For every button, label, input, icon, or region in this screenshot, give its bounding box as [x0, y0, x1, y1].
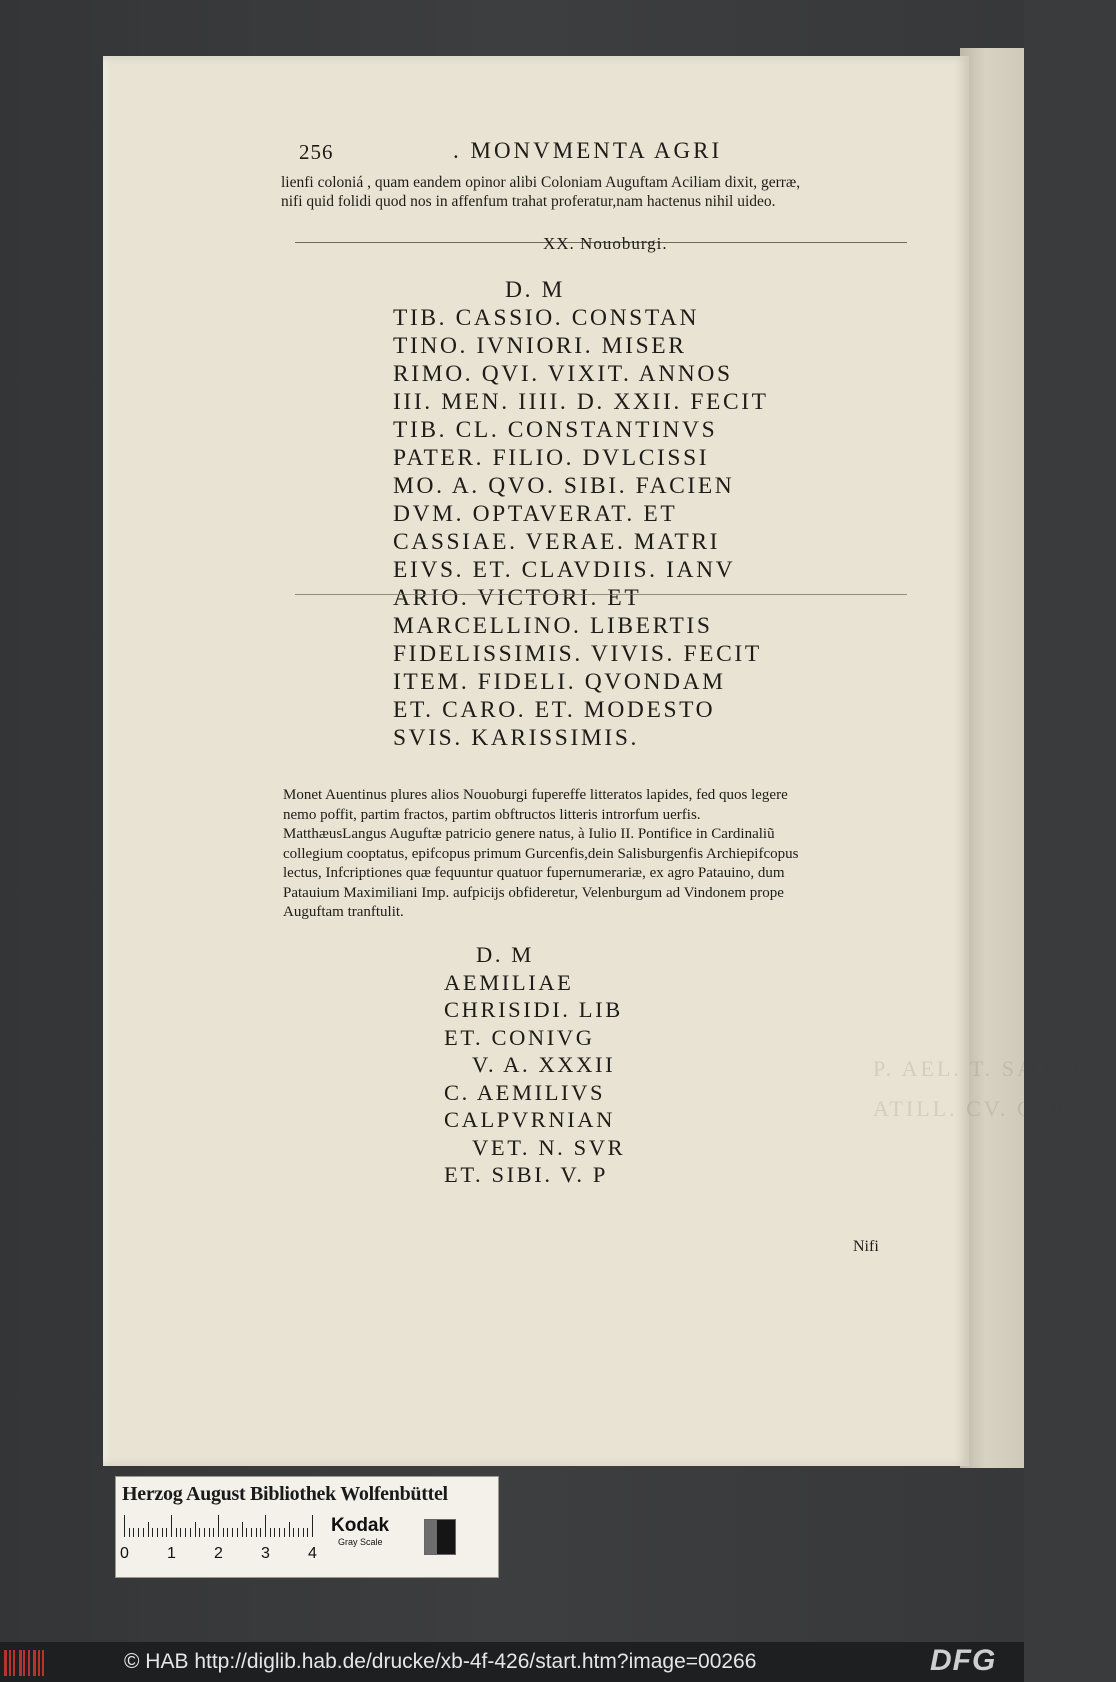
text-line: nifi quid folidi quod nos in affenfum trahat proferatur,nam hactenus nihil uideo. — [281, 193, 776, 210]
ruler-number: 4 — [308, 1545, 317, 1562]
ruler-tick — [260, 1528, 261, 1537]
inscription-line: MO. A. QVO. SIBI. FACIEN — [393, 473, 735, 499]
inscription-line: AEMILIAE — [444, 969, 574, 995]
show-through-rule — [295, 594, 907, 595]
inscription-line: TINO. IVNIORI. MISER — [393, 333, 687, 359]
book-page — [103, 56, 1116, 1466]
ruler-tick — [204, 1528, 205, 1537]
ruler-tick — [180, 1528, 181, 1537]
inscription-line: RIMO. QVI. VIXIT. ANNOS — [393, 361, 733, 387]
text-line: MatthæusLangus Auguftæ patricio genere natus, à Iulio II. Pontifice in Cardinaliũ — [283, 826, 775, 842]
barcode-bar — [9, 1650, 11, 1676]
inscription-line: ARIO. VICTORI. ET — [393, 585, 642, 611]
barcode-bar — [23, 1650, 25, 1676]
ruler-tick — [199, 1528, 200, 1537]
ruler-tick — [307, 1528, 308, 1537]
ruler-tick — [152, 1528, 153, 1537]
ruler-tick — [312, 1515, 313, 1537]
ruler-tick — [195, 1522, 196, 1537]
library-name: Herzog August Bibliothek Wolfenbüttel — [122, 1483, 448, 1505]
library-color-chart — [115, 1476, 499, 1578]
ruler-tick — [171, 1515, 172, 1537]
ruler-tick — [185, 1528, 186, 1537]
barcode-bar — [38, 1650, 40, 1676]
facing-page-edge — [960, 48, 1024, 1468]
dfg-logo: DFG — [930, 1644, 997, 1677]
ruler-number: 1 — [167, 1545, 176, 1562]
gray-swatch — [424, 1519, 456, 1555]
ruler-tick — [124, 1515, 125, 1537]
inscription-line: FIDELISSIMIS. VIVIS. FECIT — [393, 641, 762, 667]
ruler-tick — [162, 1528, 163, 1537]
ruler-tick — [289, 1522, 290, 1537]
text-line: nemo poffit, partim fractos, partim obftructos litteris introrfum uerfis. — [283, 806, 701, 823]
inscription-line: D. M — [505, 277, 566, 303]
inscription-line: III. MEN. IIII. D. XXII. FECIT — [393, 389, 769, 415]
ruler-tick — [303, 1528, 304, 1537]
ruler-tick — [166, 1528, 167, 1537]
ruler-tick — [270, 1528, 271, 1537]
inscription-line: ITEM. FIDELI. QVONDAM — [393, 669, 726, 695]
ruler-tick — [237, 1528, 238, 1537]
text-line: lectus, Infcriptiones quæ fequuntur quatuor fupernumerariæ, ex agro Patauino, dum — [283, 865, 785, 881]
inscription-line: TIB. CASSIO. CONSTAN — [393, 305, 700, 331]
inscription-line: CASSIAE. VERAE. MATRI — [393, 529, 721, 555]
ruler-tick — [274, 1528, 275, 1537]
ruler-number: 2 — [214, 1545, 223, 1562]
footer-bar — [0, 1642, 1024, 1682]
section-title: XX. Nouoburgi. — [543, 234, 668, 253]
ruler-tick — [213, 1528, 214, 1537]
intro-paragraph — [281, 173, 911, 211]
ruler-numbers — [120, 1545, 330, 1567]
inscription-line: MARCELLINO. LIBERTIS — [393, 613, 713, 639]
kodak-logo: Kodak — [331, 1515, 390, 1536]
text-line: Monet Auentinus plures alios Nouoburgi fupereffe litteratos lapides, fed quos legere — [283, 787, 788, 803]
ruler-tick — [242, 1522, 243, 1537]
ruler-tick — [138, 1528, 139, 1537]
catchword: Nifi — [853, 1238, 879, 1255]
ruler-number: 0 — [120, 1545, 129, 1562]
ruler-tick — [284, 1528, 285, 1537]
inscription-line: ET. CARO. ET. MODESTO — [393, 697, 716, 723]
ruler-tick — [218, 1515, 219, 1537]
ruler-tick — [157, 1528, 158, 1537]
inscription-line: SVIS. KARISSIMIS. — [393, 725, 639, 751]
ruler-tick — [246, 1528, 247, 1537]
inscription-line: ET. SIBI. V. P — [444, 1162, 608, 1187]
text-line: lienfi coloniá , quam eandem opinor alibi Coloniam Auguftam Aciliam dixit, gerræ, — [281, 174, 801, 191]
barcode-icon — [4, 1650, 46, 1676]
inscription-line: C. AEMILIVS — [444, 1079, 606, 1105]
ruler-tick — [129, 1528, 130, 1537]
barcode-bar — [42, 1650, 44, 1676]
inscription-line: PATER. FILIO. DVLCISSI — [393, 445, 710, 471]
inscription-line: V. A. XXXII — [472, 1052, 616, 1077]
ruler-tick — [223, 1528, 224, 1537]
text-line: collegium cooptatus, epifcopus primum Gurcenfis,dein Salisburgenfis Archiepifcopus — [283, 845, 799, 862]
ruler-tick — [265, 1515, 266, 1537]
barcode-bar — [4, 1650, 7, 1676]
ruler-tick — [232, 1528, 233, 1537]
text-line: Auguftam tranftulit. — [283, 904, 404, 920]
ruler-tick — [190, 1528, 191, 1537]
ruler-number: 3 — [261, 1545, 270, 1562]
barcode-bar — [19, 1650, 22, 1676]
ruler-tick — [176, 1528, 177, 1537]
inscription-line: TIB. CL. CONSTANTINVS — [393, 417, 718, 443]
barcode-bar — [13, 1650, 15, 1676]
show-through: ATILL. CV. CAP — [873, 1096, 1069, 1121]
inscription-line: D. M — [476, 942, 534, 967]
ruler-tick — [148, 1522, 149, 1537]
inscription-line: VET. N. SVR — [472, 1134, 626, 1160]
inscription-line: ET. CONIVG — [444, 1024, 595, 1050]
ruler-tick — [256, 1528, 257, 1537]
barcode-bar — [33, 1650, 36, 1676]
ruler-tick — [279, 1528, 280, 1537]
inscription-2 — [444, 941, 625, 1189]
kodak-subtitle: Gray Scale — [338, 1537, 383, 1547]
ruler-tick — [133, 1528, 134, 1537]
text-line: Patauium Maximiliani Imp. aufpicijs obfideretur, Velenburgum ad Vindonem prope — [283, 884, 784, 901]
inscription-line: CALPVRNIAN — [444, 1107, 616, 1132]
barcode-bar — [28, 1650, 30, 1676]
ruler-tick — [293, 1528, 294, 1537]
ruler-tick — [209, 1528, 210, 1537]
scale-ruler — [124, 1513, 324, 1537]
ruler-tick — [298, 1528, 299, 1537]
inscription-1 — [393, 276, 769, 752]
commentary-paragraph — [283, 786, 913, 923]
ruler-tick — [227, 1528, 228, 1537]
inscription-line: DVM. OPTAVERAT. ET — [393, 501, 678, 527]
inscription-line: EIVS. ET. CLAVDIIS. IANV — [393, 557, 736, 583]
running-title: . MONVMENTA AGRI — [453, 138, 723, 163]
show-through: P. AEL. T. SATVRNI — [873, 1056, 1116, 1081]
ruler-tick — [251, 1528, 252, 1537]
page-number: 256 — [299, 140, 334, 164]
copyright-link[interactable]: © HAB http://diglib.hab.de/drucke/xb-4f-426/start.htm?image=00266 — [124, 1650, 757, 1673]
ruler-tick — [143, 1528, 144, 1537]
inscription-line: CHRISIDI. LIB — [444, 997, 623, 1022]
